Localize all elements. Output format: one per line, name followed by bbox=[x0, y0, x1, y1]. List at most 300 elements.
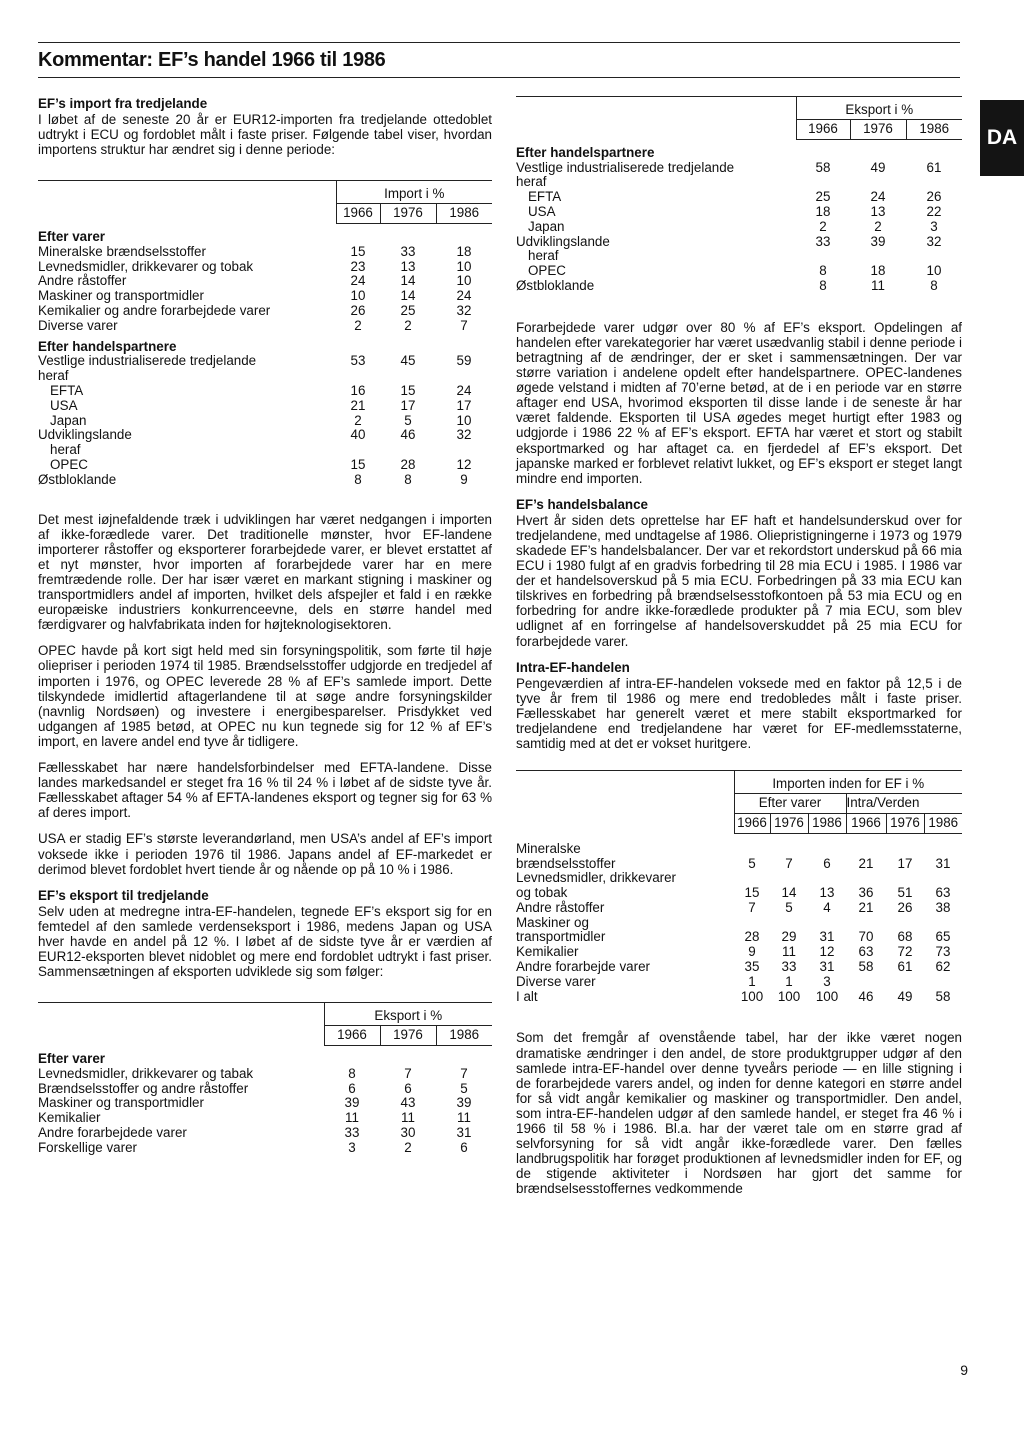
value-cell: 43 bbox=[400, 1095, 416, 1111]
year-header: 1966 bbox=[796, 120, 850, 140]
value-cell: 100 bbox=[815, 988, 839, 1004]
value-cell: 5 bbox=[748, 855, 756, 871]
year-header: 1976 bbox=[380, 204, 436, 224]
value-cell: 11 bbox=[457, 1110, 471, 1126]
value-cell: 28 bbox=[400, 457, 416, 473]
value-cell bbox=[886, 842, 924, 857]
value-cell: 2 bbox=[819, 218, 827, 234]
table-corner bbox=[38, 181, 336, 204]
value-cell: 26 bbox=[926, 189, 942, 205]
value-cell: 33 bbox=[781, 959, 797, 975]
year-header: 1976 bbox=[380, 1026, 436, 1046]
year-header: 1976 bbox=[770, 813, 808, 833]
row-label: Diverse varer bbox=[38, 317, 118, 333]
value-cell: 100 bbox=[740, 988, 764, 1004]
section-heading-balance: EF’s handelsbalance bbox=[516, 496, 648, 512]
value-cell: 10 bbox=[456, 258, 472, 274]
value-cell: 32 bbox=[926, 233, 942, 249]
year-header: 1986 bbox=[436, 1026, 492, 1046]
row-label: Brændselsstoffer og andre råstoffer bbox=[38, 1080, 249, 1096]
value-cell: 31 bbox=[819, 929, 835, 945]
value-cell: 72 bbox=[897, 944, 913, 960]
paragraph: Hvert år siden dets oprettelse har EF haft et handelsunderskud over for tredjelandene, med undtagelse af 1986. Oliepristigningerne i 1973 og 1979 skadede EF’s handelsbalancer. Der var et rekordstort underskud på 66 mia ECU i 1980 fulgt af en gradvis forbedring til 28 mia ECU i 1985. I 1986 var der et handelsoverskud på 5 mia ECU. Forbedringen på 33 mia ECU kan tilskrives en forbedring på brændselsesstofkontoen på 53 mia ECU og en forbedring for andre ikke-forædlede produkter på 7 mia ECU, som blev udlignet af en forringelse af handelsoverskuddet på 25 mia ECU for forarbejdede varer. bbox=[516, 512, 962, 649]
value-cell: 61 bbox=[926, 159, 942, 175]
row-label: Østbloklande bbox=[516, 277, 595, 293]
value-cell: 10 bbox=[926, 263, 942, 279]
table-corner bbox=[38, 1026, 324, 1046]
value-cell: 3 bbox=[823, 973, 831, 989]
table-row bbox=[516, 990, 962, 1005]
paragraph: Selv uden at medregne intra-EF-handelen, tegnede EF’s eksport sig for en femtedel af den samlede verdenseksport i 1986, medens Japan og USA hver havde en andel på 12 %. I løbet af de sidste tyve år er værdien af EUR12-eksporten blevet nidoblet og mere end fordoblet udtrykt i fast priser. Sammensætningen af eksporten udviklede sig som følger: bbox=[38, 903, 492, 980]
export-partner-table bbox=[516, 96, 962, 294]
value-cell: 7 bbox=[460, 317, 468, 333]
value-cell: 18 bbox=[815, 203, 831, 219]
value-cell: 10 bbox=[456, 412, 472, 428]
table-row bbox=[38, 1082, 492, 1097]
value-cell: 33 bbox=[400, 243, 416, 259]
page-number: 9 bbox=[960, 1362, 968, 1378]
section-heading-import: EF’s import fra tredjelande bbox=[38, 96, 208, 111]
section-row bbox=[38, 1045, 492, 1066]
value-cell: 15 bbox=[350, 243, 366, 259]
year-header: 1986 bbox=[924, 813, 962, 833]
table-header-row bbox=[516, 771, 962, 794]
spacer-row bbox=[516, 833, 962, 842]
value-cell bbox=[906, 249, 962, 264]
table-row bbox=[516, 220, 962, 235]
row-label: transportmidler bbox=[516, 929, 606, 945]
value-cell: 61 bbox=[897, 959, 913, 975]
value-cell: 5 bbox=[460, 1080, 468, 1096]
table-corner bbox=[38, 1003, 324, 1026]
value-cell: 2 bbox=[354, 412, 362, 428]
table-row bbox=[38, 1111, 492, 1126]
paragraph: Pengeværdien af intra-EF-handelen voksede med en faktor på 12,5 i de tyve år frem til 1986 og mere end tredobledes målt i faste priser. Fællesskabet har generelt været et mere stabilt eksportmarked for tredjelandene end tredjelandene har været for EF-medlemsstaterne, samtidig med at det er vokset huritgere. bbox=[516, 675, 962, 752]
value-cell bbox=[336, 443, 380, 458]
language-tab: DA bbox=[980, 100, 1024, 176]
table-row bbox=[516, 916, 962, 931]
value-cell bbox=[796, 175, 850, 190]
value-cell: 51 bbox=[897, 885, 913, 901]
value-cell: 17 bbox=[897, 855, 913, 871]
value-cell bbox=[846, 916, 886, 931]
value-cell bbox=[734, 871, 770, 886]
table-row bbox=[516, 175, 962, 190]
value-cell: 8 bbox=[819, 263, 827, 279]
paragraph: Det mest iøjnefaldende træk i udviklingen har været nedgangen i importen af ikke-forædlede varer. Det traditionelle mønster, hvor EF-landene importerer råstoffer og eksporterer forarbejdede varer, er blevet erstattet af et nyt mønster, hvor importen af forarbejdede varer har en mere fremtrædende rolle. Der har især været en markant stigning i maskiner og transportmidlers andel af importen, hvilket dels afspejler et fald i en række europæiske industriers konkurrenceevne, dels en større handel med færdigvarer og halvfabrikata inden for højteknologisektoren. bbox=[38, 511, 492, 633]
row-label: Diverse varer bbox=[516, 973, 596, 989]
table-header-row bbox=[516, 794, 962, 814]
value-cell: 17 bbox=[400, 397, 416, 413]
value-cell bbox=[924, 871, 962, 886]
value-cell: 24 bbox=[350, 273, 366, 289]
group-header: Efter varer bbox=[734, 794, 846, 814]
value-cell: 2 bbox=[404, 317, 412, 333]
value-cell: 5 bbox=[404, 412, 412, 428]
row-label: Mineralske brændselsstoffer bbox=[38, 243, 206, 259]
value-cell: 1 bbox=[748, 973, 756, 989]
value-cell: 40 bbox=[350, 427, 366, 443]
value-cell: 63 bbox=[858, 944, 874, 960]
value-cell: 2 bbox=[404, 1139, 412, 1155]
row-label: Maskiner og transportmidler bbox=[38, 1095, 204, 1111]
table-row bbox=[38, 473, 492, 488]
row-label: heraf bbox=[528, 248, 559, 264]
value-cell bbox=[886, 975, 924, 990]
value-cell: 59 bbox=[456, 353, 472, 369]
table-row bbox=[516, 960, 962, 975]
value-cell bbox=[808, 871, 846, 886]
value-cell: 16 bbox=[350, 383, 366, 399]
value-cell: 53 bbox=[350, 353, 366, 369]
value-cell: 32 bbox=[456, 427, 472, 443]
value-cell: 31 bbox=[935, 855, 951, 871]
value-cell: 14 bbox=[400, 273, 416, 289]
table-row bbox=[516, 205, 962, 220]
value-cell: 26 bbox=[350, 303, 366, 319]
row-label: Udviklingslande bbox=[516, 233, 610, 249]
row-label: heraf bbox=[50, 442, 81, 458]
value-cell: 49 bbox=[870, 159, 886, 175]
table-row bbox=[516, 930, 962, 945]
table-row bbox=[38, 260, 492, 275]
row-label: Maskiner og bbox=[516, 914, 589, 930]
value-cell: 7 bbox=[404, 1065, 412, 1081]
table-row bbox=[516, 871, 962, 886]
page-title: Kommentar: EF’s handel 1966 til 1986 bbox=[38, 49, 386, 71]
value-cell: 38 bbox=[935, 899, 951, 915]
value-cell: 3 bbox=[348, 1139, 356, 1155]
value-cell: 30 bbox=[400, 1124, 416, 1140]
table-row bbox=[38, 354, 492, 369]
row-label: Andre forarbejde varer bbox=[516, 959, 650, 975]
value-cell: 6 bbox=[460, 1139, 468, 1155]
table-header-row bbox=[516, 813, 962, 833]
table-corner bbox=[38, 204, 336, 224]
value-cell bbox=[846, 842, 886, 857]
value-cell: 25 bbox=[400, 303, 416, 319]
value-cell bbox=[846, 871, 886, 886]
section-heading-export: EF’s eksport til tredjelande bbox=[38, 887, 209, 903]
section-title: Efter handelspartnere bbox=[38, 338, 177, 354]
table-header-row bbox=[38, 1026, 492, 1046]
paragraph: USA er stadig EF’s største leverandørland, men USA’s andel af EF’s import voksede ikke i perioden 1976 til 1986. Japans andel af EF-markedet er derimod blevet fordoblet hvert tiende år og nående op på 10 % i 1986. bbox=[38, 831, 492, 877]
value-cell: 18 bbox=[870, 263, 886, 279]
table-row bbox=[38, 289, 492, 304]
row-label: Levnedsmidler, drikkevarer og tabak bbox=[38, 1065, 254, 1081]
table-caption: Eksport i % bbox=[324, 1003, 492, 1026]
value-cell: 15 bbox=[400, 383, 416, 399]
section-row bbox=[38, 334, 492, 355]
value-cell: 70 bbox=[858, 929, 874, 945]
table-corner bbox=[516, 794, 734, 814]
value-cell: 63 bbox=[935, 885, 951, 901]
value-cell: 100 bbox=[777, 988, 801, 1004]
value-cell: 46 bbox=[400, 427, 416, 443]
value-cell: 58 bbox=[858, 959, 874, 975]
row-label: Levnedsmidler, drikkevarer og tobak bbox=[38, 258, 254, 274]
row-label: Kemikalier og andre forarbejdede varer bbox=[38, 303, 271, 319]
table-header-row bbox=[516, 120, 962, 140]
table-row bbox=[516, 279, 962, 294]
value-cell bbox=[886, 871, 924, 886]
value-cell: 24 bbox=[870, 189, 886, 205]
table-caption: Import i % bbox=[336, 181, 492, 204]
value-cell: 14 bbox=[400, 288, 416, 304]
value-cell: 49 bbox=[897, 988, 913, 1004]
row-label: Andre råstoffer bbox=[38, 273, 127, 289]
value-cell bbox=[770, 842, 808, 857]
table-row bbox=[516, 945, 962, 960]
value-cell: 22 bbox=[926, 203, 942, 219]
section-title: Efter handelspartnere bbox=[516, 144, 655, 160]
value-cell bbox=[770, 916, 808, 931]
value-cell: 35 bbox=[744, 959, 760, 975]
row-label: I alt bbox=[516, 988, 538, 1004]
value-cell: 6 bbox=[823, 855, 831, 871]
value-cell: 8 bbox=[354, 471, 362, 487]
value-cell: 18 bbox=[456, 243, 472, 259]
table-row bbox=[38, 304, 492, 319]
value-cell: 31 bbox=[819, 959, 835, 975]
section-title: Efter varer bbox=[38, 229, 105, 245]
table-header-row bbox=[516, 97, 962, 120]
value-cell: 28 bbox=[744, 929, 760, 945]
section-heading-intra: Intra-EF-handelen bbox=[516, 659, 630, 675]
value-cell: 7 bbox=[748, 899, 756, 915]
table-row bbox=[38, 1096, 492, 1111]
paragraph: Forarbejdede varer udgør over 80 % af EF’s eksport. Opdelingen af handelen efter varekategorier har været usædvanlig stabil i denne periode i betragtning af de ændringer, der er sket i sammensætningen. Der var større variation i andelene opdelt efter handelspartnere. OPEC-landenes øgede velstand i midten af 70’erne betød, at de i en periode var en større aftager end USA, hvorimod eksporten til disse lande i de seneste år har været faldende. Eksporten til USA øgedes meget hurtigt efter 1983 og udgjorde i 1986 22 % af EF’s eksport. EFTA har været et stort og stabilt eksportmarked og har aftaget ca. en fjerdedel af EF’s eksport. Det japanske marked er forblevet relativt lukket, og EF’s eksport er steget langt mindre end importen. bbox=[516, 319, 962, 486]
value-cell bbox=[846, 975, 886, 990]
value-cell: 13 bbox=[870, 203, 886, 219]
value-cell: 21 bbox=[350, 397, 366, 413]
table-row bbox=[38, 1126, 492, 1141]
value-cell: 9 bbox=[460, 471, 468, 487]
value-cell bbox=[808, 842, 846, 857]
value-cell: 14 bbox=[781, 885, 797, 901]
table-row bbox=[516, 249, 962, 264]
paragraph: OPEC havde på kort sigt held med sin forsyningspolitik, som førte til høje oliepriser i perioden 1974 til 1985. Brændselsstoffer udgjorde en tredjedel af importen i 1976, og OPEC leverede 28 % af EF’s samlede import. Dette tilskyndede imidlertid aftagerlandene til at søge andre forsyningskilder (navnlig Nordsøen) og investere i energibesparelser. Prisdykket ved udgangen af 1985 betød, at OPEC nu kun tegnede sig for 12 % af EF’s import, en lavere andel end tyve år tidligere. bbox=[38, 643, 492, 749]
table-caption: Eksport i % bbox=[796, 97, 962, 120]
value-cell bbox=[850, 175, 906, 190]
value-cell: 62 bbox=[935, 959, 951, 975]
table-row bbox=[38, 399, 492, 414]
value-cell: 4 bbox=[823, 899, 831, 915]
row-label: Japan bbox=[528, 218, 565, 234]
table-corner bbox=[516, 120, 796, 140]
table-row bbox=[38, 384, 492, 399]
row-label: OPEC bbox=[50, 457, 88, 473]
row-label: Maskiner og transportmidler bbox=[38, 288, 204, 304]
intra-table bbox=[516, 770, 962, 1004]
row-label: USA bbox=[50, 397, 78, 413]
value-cell: 1 bbox=[785, 973, 793, 989]
value-cell: 33 bbox=[344, 1124, 360, 1140]
value-cell: 25 bbox=[815, 189, 831, 205]
value-cell: 23 bbox=[350, 258, 366, 274]
export-table bbox=[38, 1002, 492, 1155]
value-cell bbox=[808, 916, 846, 931]
row-label: Andre forarbejdede varer bbox=[38, 1124, 187, 1140]
year-header: 1986 bbox=[906, 120, 962, 140]
row-label: Vestlige industrialiserede tredjelande bbox=[516, 159, 735, 175]
year-header: 1976 bbox=[886, 813, 924, 833]
table-row bbox=[38, 1067, 492, 1082]
value-cell: 65 bbox=[935, 929, 951, 945]
table-row bbox=[38, 443, 492, 458]
spacer bbox=[516, 833, 962, 842]
row-label: Udviklingslande bbox=[38, 427, 132, 443]
value-cell bbox=[380, 443, 436, 458]
value-cell: 36 bbox=[858, 885, 874, 901]
group-header: Intra/Verden bbox=[846, 794, 962, 814]
value-cell: 12 bbox=[819, 944, 835, 960]
value-cell bbox=[336, 369, 380, 384]
value-cell: 10 bbox=[350, 288, 366, 304]
value-cell: 15 bbox=[350, 457, 366, 473]
table-row bbox=[516, 190, 962, 205]
value-cell bbox=[734, 916, 770, 931]
value-cell bbox=[380, 369, 436, 384]
value-cell bbox=[924, 916, 962, 931]
value-cell bbox=[770, 871, 808, 886]
value-cell: 33 bbox=[815, 233, 831, 249]
table-row bbox=[38, 458, 492, 473]
value-cell: 9 bbox=[748, 944, 756, 960]
value-cell: 17 bbox=[456, 397, 472, 413]
value-cell bbox=[850, 249, 906, 264]
section-row bbox=[516, 139, 962, 160]
value-cell: 8 bbox=[930, 277, 938, 293]
year-header: 1986 bbox=[808, 813, 846, 833]
value-cell: 11 bbox=[345, 1110, 359, 1126]
year-header: 1966 bbox=[336, 204, 380, 224]
section-row bbox=[38, 224, 492, 245]
value-cell: 10 bbox=[456, 273, 472, 289]
table-header-row bbox=[38, 204, 492, 224]
import-table bbox=[38, 180, 492, 487]
value-cell: 6 bbox=[404, 1080, 412, 1096]
row-label: USA bbox=[528, 203, 556, 219]
value-cell: 39 bbox=[344, 1095, 360, 1111]
year-header: 1966 bbox=[324, 1026, 380, 1046]
value-cell: 11 bbox=[401, 1110, 415, 1126]
value-cell: 12 bbox=[456, 457, 472, 473]
value-cell: 8 bbox=[819, 277, 827, 293]
table-row bbox=[516, 235, 962, 250]
year-header: 1966 bbox=[734, 813, 770, 833]
value-cell: 11 bbox=[782, 944, 796, 960]
table-row bbox=[38, 274, 492, 289]
row-label: EFTA bbox=[50, 383, 84, 399]
value-cell: 68 bbox=[897, 929, 913, 945]
table-row bbox=[38, 245, 492, 260]
value-cell: 58 bbox=[935, 988, 951, 1004]
table-corner bbox=[516, 813, 734, 833]
value-cell: 8 bbox=[404, 471, 412, 487]
table-row bbox=[38, 1141, 492, 1156]
value-cell: 6 bbox=[348, 1080, 356, 1096]
table-row bbox=[516, 857, 962, 872]
value-cell: 5 bbox=[785, 899, 793, 915]
value-cell: 7 bbox=[785, 855, 793, 871]
value-cell: 39 bbox=[456, 1095, 472, 1111]
paragraph: Som det fremgår af ovenstående tabel, har der ikke været nogen dramatiske ændringer i den andel, de store produktgrupper udgør af den samlede intra-EF-handel over denne tyveårs periode — en lille stigning i de forarbejdede varers andel, og inden for denne kategori en større andel for så vidt angår kemikalier og maskiner og transportmidler. Den andel, som intra-EF-handelen udgør af den samlede handel, er steget fra 46 % i 1966 til 58 % i 1986. Bl.a. har der været tale om en større grad af selvforsyning for så vidt angår ikke-forædlede varer. Den fælles landbrugspolitik har forøget produktionen af levnedsmidler inden for EF, og de stigende aktiviteter i Nordsøen har gjort det samme for brændselsesstoffernes vedkommende bbox=[516, 1030, 962, 1197]
row-label: heraf bbox=[38, 368, 69, 384]
value-cell bbox=[924, 975, 962, 990]
right-column bbox=[516, 96, 962, 1208]
year-header: 1986 bbox=[436, 204, 492, 224]
table-row bbox=[516, 886, 962, 901]
value-cell bbox=[436, 443, 492, 458]
table-header-row bbox=[38, 1003, 492, 1026]
row-label: Vestlige industrialiserede tredjelande bbox=[38, 353, 257, 369]
value-cell: 7 bbox=[460, 1065, 468, 1081]
table-row bbox=[38, 428, 492, 443]
left-column bbox=[38, 96, 492, 1166]
table-row bbox=[516, 161, 962, 176]
value-cell bbox=[906, 175, 962, 190]
value-cell bbox=[924, 842, 962, 857]
value-cell: 26 bbox=[897, 899, 913, 915]
table-row bbox=[38, 319, 492, 334]
row-label: Andre råstoffer bbox=[516, 899, 605, 915]
value-cell bbox=[734, 842, 770, 857]
value-cell: 39 bbox=[870, 233, 886, 249]
table-row bbox=[38, 369, 492, 384]
value-cell: 45 bbox=[400, 353, 416, 369]
value-cell: 24 bbox=[456, 383, 472, 399]
value-cell bbox=[796, 249, 850, 264]
value-cell: 32 bbox=[456, 303, 472, 319]
value-cell: 15 bbox=[744, 885, 760, 901]
table-row bbox=[516, 975, 962, 990]
row-label: Forskellige varer bbox=[38, 1139, 137, 1155]
table-caption: Importen inden for EF i % bbox=[734, 771, 962, 794]
value-cell: 3 bbox=[930, 218, 938, 234]
table-corner bbox=[516, 771, 734, 794]
row-label: brændselsstoffer bbox=[516, 855, 616, 871]
section-title: Efter varer bbox=[38, 1050, 105, 1066]
row-label: Østbloklande bbox=[38, 471, 117, 487]
value-cell: 2 bbox=[354, 317, 362, 333]
value-cell: 8 bbox=[348, 1065, 356, 1081]
table-row bbox=[516, 842, 962, 857]
value-cell: 13 bbox=[400, 258, 416, 274]
year-header: 1966 bbox=[846, 813, 886, 833]
row-label: Mineralske bbox=[516, 840, 581, 856]
value-cell: 29 bbox=[781, 929, 797, 945]
paragraph: I løbet af de seneste 20 år er EUR12-importen fra tredjelande ottedoblet udtrykt i ECU og fordoblet målt i faste priser. Følgende tabel viser, hvordan importens struktur har ændret sig i denne periode: bbox=[38, 112, 492, 158]
year-header: 1976 bbox=[850, 120, 906, 140]
row-label: EFTA bbox=[528, 189, 562, 205]
table-row bbox=[38, 414, 492, 429]
table-header-row bbox=[38, 181, 492, 204]
value-cell: 24 bbox=[456, 288, 472, 304]
row-label: OPEC bbox=[528, 263, 566, 279]
value-cell: 13 bbox=[819, 885, 835, 901]
value-cell bbox=[436, 369, 492, 384]
value-cell: 58 bbox=[815, 159, 831, 175]
paragraph: Fællesskabet har nære handelsforbindelser med EFTA-landene. Disse landes markedsandel er steget fra 16 % til 24 % i løbet af de sidste tyve år. Fællesskabet aftager 54 % af EFTA-landenes eksport og tegner sig for 63 % af deres import. bbox=[38, 760, 492, 821]
value-cell: 11 bbox=[871, 277, 885, 293]
value-cell: 21 bbox=[858, 855, 874, 871]
title-rule bbox=[38, 77, 960, 78]
value-cell: 21 bbox=[858, 899, 874, 915]
value-cell: 31 bbox=[456, 1124, 472, 1140]
row-label: heraf bbox=[516, 174, 547, 190]
table-corner bbox=[516, 97, 796, 120]
